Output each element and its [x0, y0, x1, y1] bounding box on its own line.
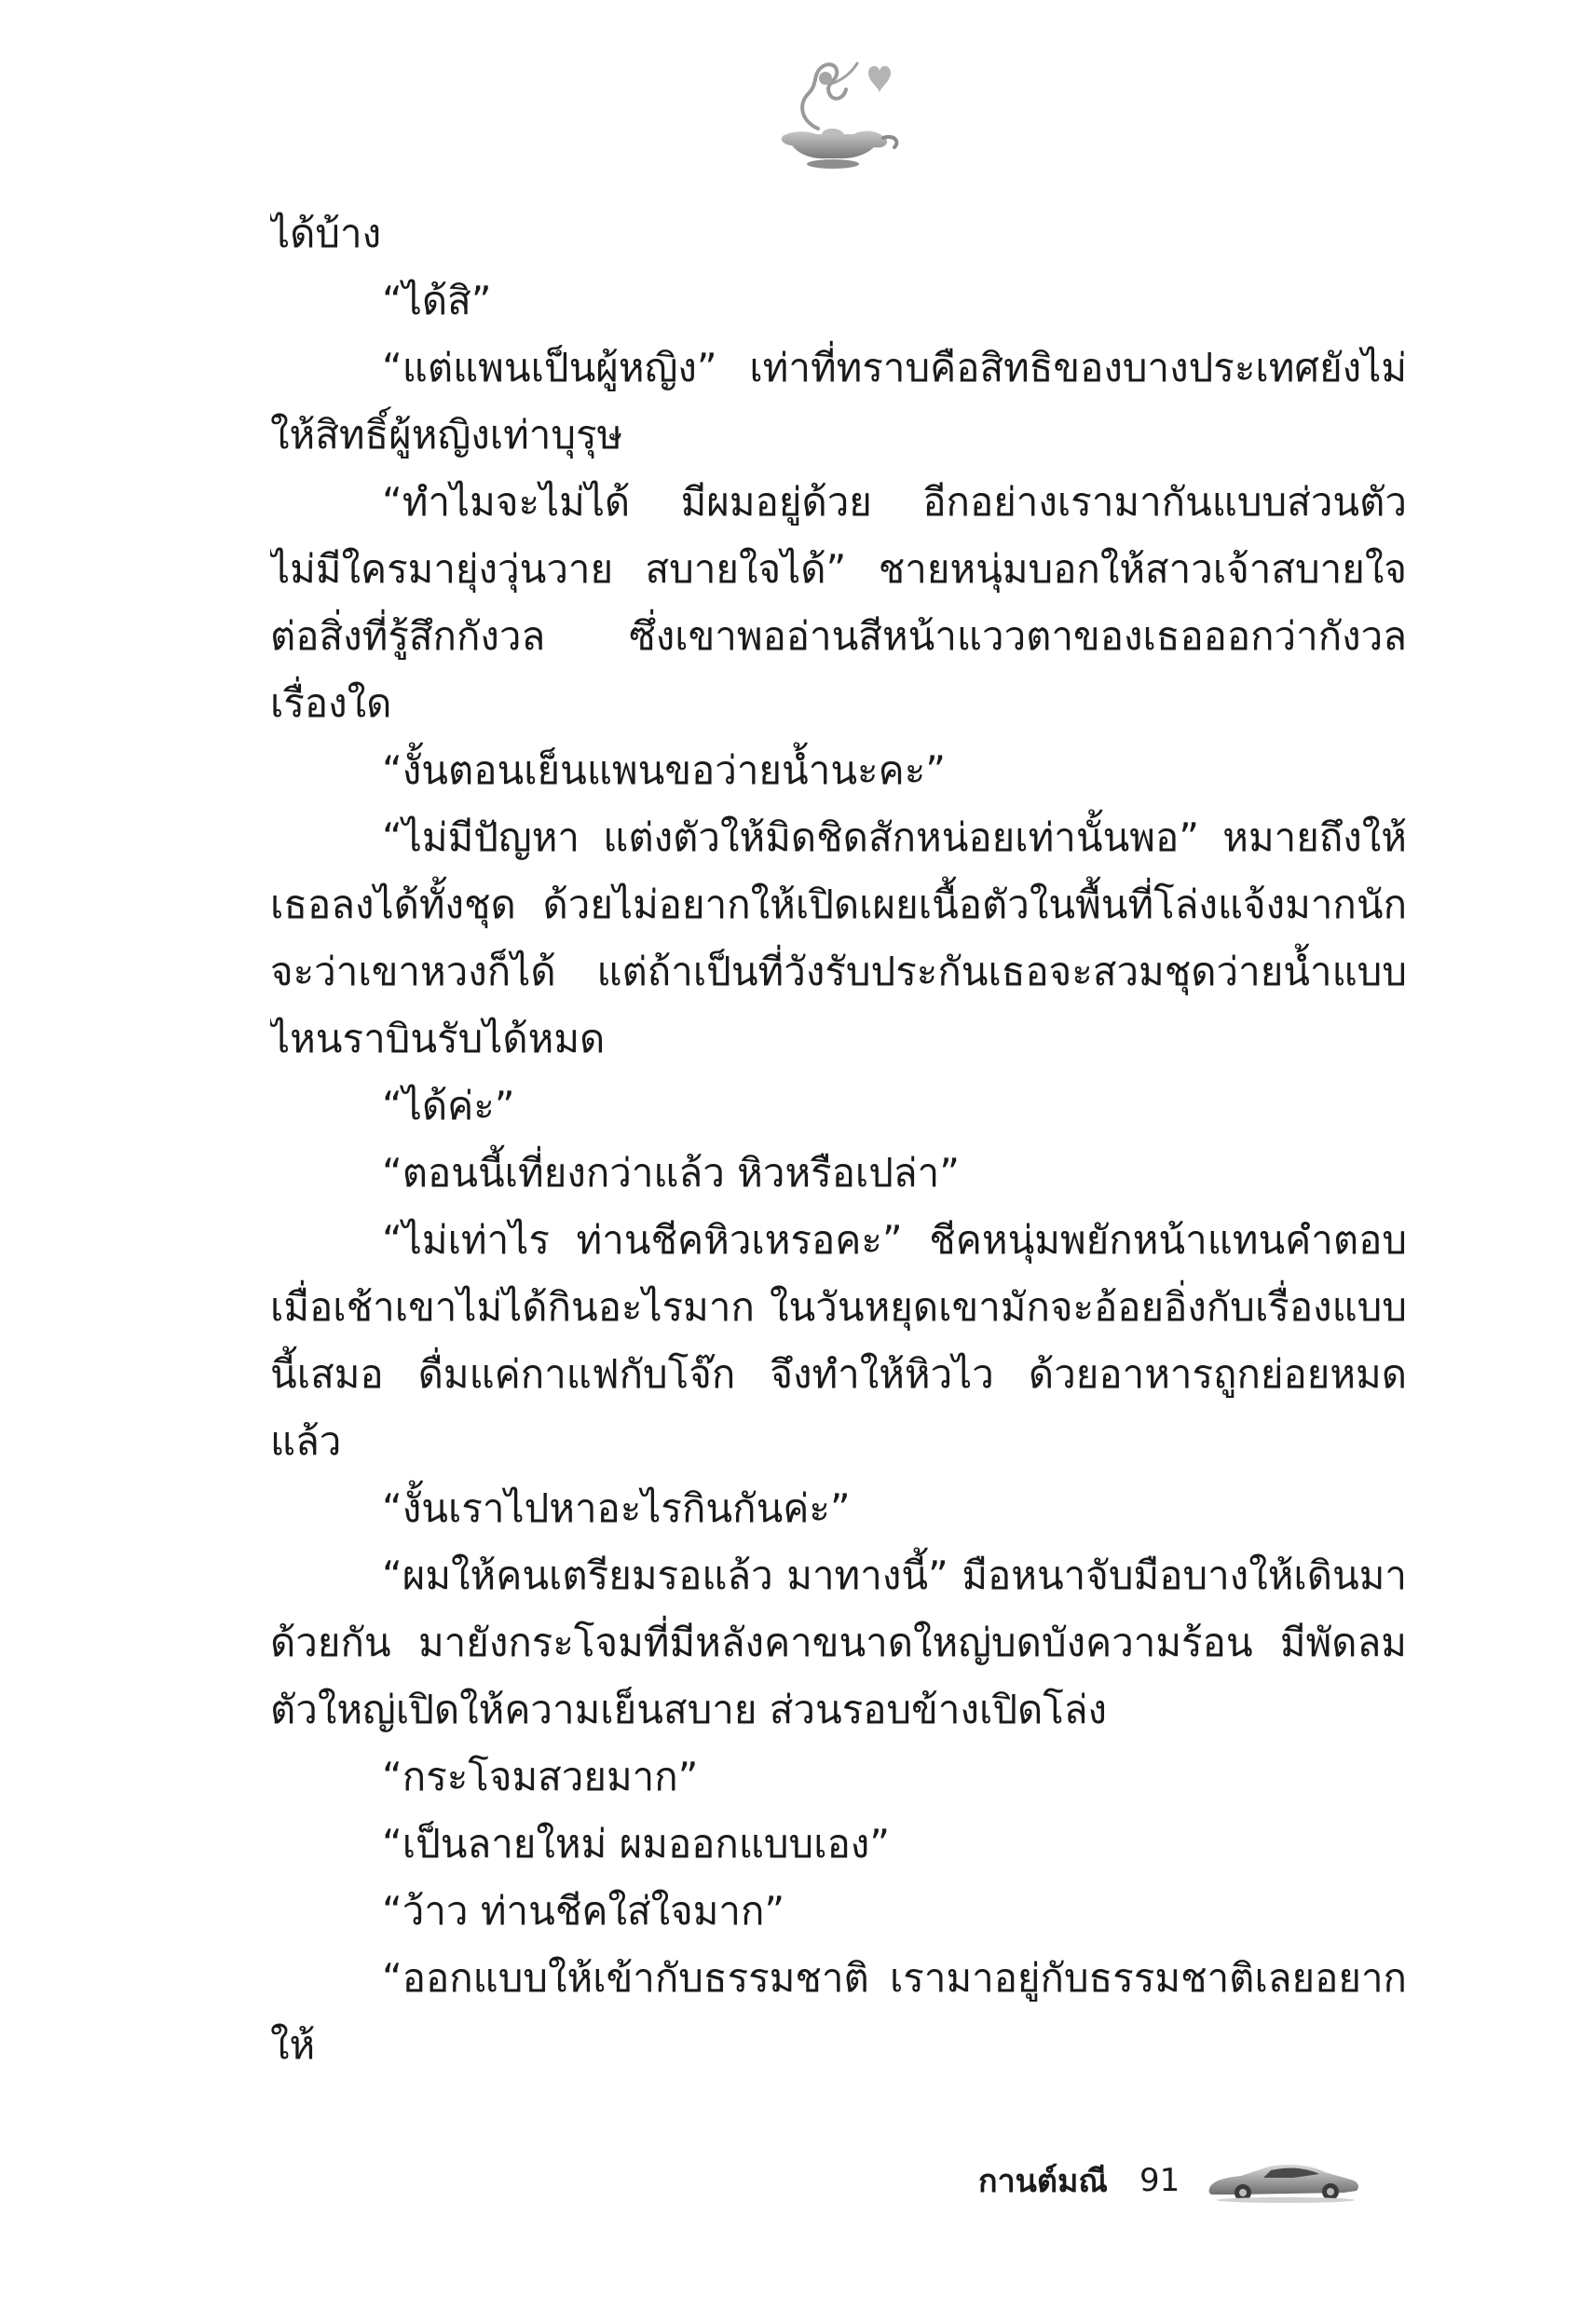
paragraph: “ผมให้คนเตรียมรอแล้ว มาทางนี้” มือหนาจับมือบางให้เดินมาด้วยกัน มายังกระโจมที่มีหลังคาขนาดใหญ่บดบังความร้อน มีพัดลมตัวใหญ่เปิดให้ความเย็นสบาย ส่วนรอบข้างเปิดโล่ง	[270, 1552, 1407, 1732]
paragraph: “ได้ค่ะ”	[382, 1083, 515, 1128]
page-number: 91	[1139, 2162, 1180, 2199]
paragraph: ได้บ้าง	[270, 211, 382, 256]
paragraph: “ไม่เท่าไร ท่านชีคหิวเหรอคะ” ชีคหนุ่มพยักหน้าแทนคำตอบ เมื่อเช้าเขาไม่ได้กินอะไรมาก ในวันหยุดเขามักจะอ้อยอิ่งกับเรื่องแบบนี้เสมอ ดื่มแค่กาแฟกับโจ๊ก จึงทำให้หิวไว ด้วยอาหารถูกย่อยหมดแล้ว	[270, 1217, 1407, 1464]
paragraph: “ตอนนี้เที่ยงกว่าแล้ว หิวหรือเปล่า”	[382, 1150, 961, 1196]
genie-lamp-ornament-icon	[764, 56, 904, 172]
paragraph: “ได้สิ”	[382, 278, 492, 323]
paragraph: “กระโจมสวยมาก”	[382, 1754, 699, 1799]
book-title: กานต์มณี	[978, 2163, 1108, 2200]
paragraph: “ว้าว ท่านชีคใส่ใจมาก”	[382, 1888, 785, 1934]
sports-car-icon	[1204, 2157, 1362, 2204]
page-footer	[978, 2153, 1444, 2208]
paragraph: “เป็นลายใหม่ ผมออกแบบเอง”	[382, 1821, 891, 1867]
paragraph: “ไม่มีปัญหา แต่งตัวให้มิดชิดสักหน่อยเท่านั้นพอ” หมายถึงให้เธอลงได้ทั้งชุด ด้วยไม่อยากให้เปิดเผยเนื้อตัวในพื้นที่โล่งแจ้งมากนักจะว่าเขาหวงก็ได้ แต่ถ้าเป็นที่วังรับประกันเธอจะสวมชุดว่ายน้ำแบบไหนราบินรับได้หมด	[270, 814, 1407, 1061]
paragraph: “งั้นเราไปหาอะไรกินกันค่ะ”	[382, 1485, 851, 1531]
body-text	[270, 200, 1407, 2079]
paragraph: “ออกแบบให้เข้ากับธรรมชาติ เรามาอยู่กับธรรมชาติเลยอยากให้	[270, 1955, 1407, 2068]
paragraph: “งั้นตอนเย็นแพนขอว่ายน้ำนะคะ”	[382, 747, 947, 793]
paragraph: “ทำไมจะไม่ได้ มีผมอยู่ด้วย อีกอย่างเรามากันแบบส่วนตัว ไม่มีใครมายุ่งวุ่นวาย สบายใจได้” ชายหนุ่มบอกให้สาวเจ้าสบายใจต่อสิ่งที่รู้สึกกังวล ซึ่งเขาพออ่านสีหน้าแววตาของเธอออกว่ากังวลเรื่องใด	[270, 479, 1407, 726]
paragraph: “แต่แพนเป็นผู้หญิง” เท่าที่ทราบคือสิทธิของบางประเทศยังไม่ให้สิทธิ์ผู้หญิงเท่าบุรุษ	[270, 345, 1407, 458]
